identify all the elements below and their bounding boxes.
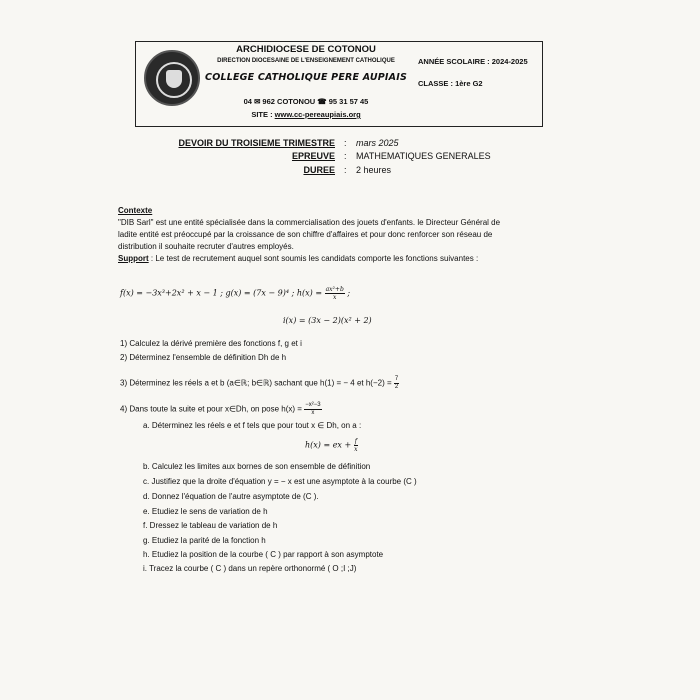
question-4f: f. Dressez le tableau de variation de h — [143, 521, 278, 530]
formula-4a-fraction — [354, 438, 358, 453]
site-line — [201, 110, 411, 119]
context-section — [118, 205, 548, 265]
question-3 — [120, 376, 399, 391]
question-4h: h. Etudiez la position de la courbe ( C ) par rapport à son asymptote — [143, 550, 384, 559]
4a-denominator: x — [354, 446, 358, 453]
archdiocese-title: ARCHIDIOCESE DE COTONOU — [236, 44, 376, 55]
question-4e: e. Etudiez le sens de variation de h — [143, 507, 268, 516]
duree-value: 2 heures — [356, 165, 392, 175]
support-label: Support — [118, 254, 149, 263]
formula-fg-text: f(x) = −3x³+2x² + x − 1 ; g(x) = (7x − 9)⁴ ; h(x) = — [120, 288, 325, 298]
question-4 — [120, 402, 322, 417]
question-3-text: 3) Déterminez les réels a et b (a∈ℝ; b∈ℝ) sachant que h(1) = − 4 et h(−2) = — [120, 378, 394, 388]
formula-i: i(x) = (3x − 2)(x² + 2) — [283, 316, 372, 325]
formula-h-fraction — [325, 286, 345, 301]
question-4g: g. Etudiez la parité de la fonction h — [143, 536, 266, 545]
formula-4a — [305, 438, 358, 453]
direction-title: DIRECTION DIOCESAINE DE L'ENSEIGNEMENT CATHOLIQUE — [217, 58, 395, 64]
formula-fgh: f(x) = −3x³+2x² + x − 1 ; g(x) = (7x − 9)⁴ ; h(x) = $\frac{\text{ax²+b}}{x}$ ; — [120, 286, 351, 301]
question-4a: a. Déterminez les réels e et f tels que pour tout x ∈ Dh, on a : — [143, 421, 362, 430]
q3-denominator: 2 — [394, 384, 399, 390]
question-4c: c. Justifiez que la droite d'équation y = − x est une asymptote à la courbe (C ) — [143, 477, 417, 486]
question-4i: i. Tracez la courbe ( C ) dans un repère orthonormé ( O ;I ;J) — [143, 564, 357, 573]
question-4d: d. Donnez l'équation de l'autre asymptote de (C ). — [143, 492, 319, 501]
duree-label: DUREE — [303, 165, 335, 175]
q4-numerator: −x²−3 — [305, 402, 321, 408]
q3-fraction — [394, 376, 399, 391]
exam-date: mars 2025 — [356, 138, 399, 148]
q4-denominator: x — [311, 410, 315, 416]
question-1: 1) Calculez la dérivé première des fonctions f, g et i — [120, 339, 302, 348]
exam-title-label: DEVOIR DU TROISIEME TRIMESTRE — [178, 138, 335, 148]
question-2: 2) Déterminez l'ensemble de définition Dh de h — [120, 353, 287, 362]
support-text: : Le test de recrutement auquel sont soumis les candidats comporte les fonctions suivantes : — [148, 254, 479, 263]
support-line — [118, 253, 548, 265]
formula-4a-text: h(x) = ex + — [305, 440, 354, 450]
class-label: CLASSE : 1ère G2 — [418, 79, 483, 88]
school-year: ANNÉE SCOLAIRE : 2024-2025 — [418, 57, 528, 66]
contact-info: 04 ✉ 962 COTONOU ☎ 95 31 57 45 — [243, 97, 369, 106]
site-label: SITE : — [251, 110, 275, 119]
4a-numerator: f — [354, 438, 357, 445]
q3-numerator: 7 — [394, 376, 399, 382]
school-logo — [144, 50, 200, 106]
epreuve-label: EPREUVE — [291, 151, 335, 161]
question-4b: b. Calculez les limites aux bornes de son ensemble de définition — [143, 462, 371, 471]
h-denominator: x — [332, 294, 337, 301]
context-line-1: "DIB Sarl" est une entité spécialisée dans la commercialisation des jouets d'enfants. le Directeur Général de — [118, 218, 501, 227]
school-header — [135, 41, 543, 127]
exam-page: ARCHIDIOCESE DE COTONOU DIRECTION DIOCESAINE DE L'ENSEIGNEMENT CATHOLIQUE COLLEGE CATHOLIQUE PERE AUPIAIS 04 ✉ 962 COTONOU ☎ 95 31 57 45 SITE : www.cc-pereaupiais.org ANNÉE SCOLAIRE : 2024-2025 CLASSE : 1ère G2 DEVOIR DU TROISIEME TRIMESTRE : mars 2025 EPREUVE : MATHEMATIQUES GENERALES DUREE : 2 heures Contexte "DIB Sarl" est une entité spécialisée dans la commercialisation des jouets d'enfants. le Directeur Général de ladite entité est préoccupé par la croissance de son chiffre d'affaires et pour donc renforcer son réseau de distribution il souhaite recruter d'autres employés. Support : Le test de recrutement auquel sont soumis les candidats comporte les fonctions suivantes : f(x) = −3x³+2x² + x − 1 ; g(x) = (7x − 9)⁴ ; h(x) = $\frac{\text{ax²+b}}{x}$ ; i(x) = (3x − 2)(x² + 2) 1) Calculez la dérivé première des fonctions f, g et i 2) Déterminez l'ensemble de définition Dh de h 3) Déterminez les réels a et b (a∈ℝ; b∈ℝ) sachant que h(1) = − 4 et h(−2) = $\frac{7}{2}$ 4) Dans toute la suite et pour x∈Dh, on pose h(x) = $\frac{\text{−x²−3}}{x}$ a. Déterminez les réels e et f tels que pour tout x ∈ Dh, on a : h(x) = ex + $\frac{f}{x}$ b. Calculez les limites aux bornes de son ensemble de définition c. Justifiez que la droite d'équation y = − x est une asymptote à la courbe (C ) d. Donnez l'équation de l'autre asymptote de (C ). e. Etudiez le sens de variation de h f. Dressez le tableau de variation de h g. Etudiez la parité de la fonction h h. Etudiez la position de la courbe ( C ) par rapport à son asymptote i. Tracez la courbe ( C ) dans un repère orthonormé ( O ;I ;J) — [0, 0, 700, 700]
context-line-3: distribution il souhaite recruter d'autres employés. — [118, 242, 294, 251]
site-link[interactable]: www.cc-pereaupiais.org — [274, 110, 361, 119]
context-line-2: ladite entité est préoccupé par la croissance de son chiffre d'affaires et pour donc renforcer son réseau de — [118, 230, 493, 239]
college-name: COLLEGE CATHOLIQUE PERE AUPIAIS — [205, 72, 407, 83]
q4-fraction — [304, 402, 321, 417]
h-numerator: ax²+b — [325, 286, 344, 293]
question-4-text: 4) Dans toute la suite et pour x∈Dh, on pose h(x) = — [120, 404, 305, 414]
epreuve-value: MATHEMATIQUES GENERALES — [356, 151, 491, 161]
context-title: Contexte — [118, 206, 153, 215]
